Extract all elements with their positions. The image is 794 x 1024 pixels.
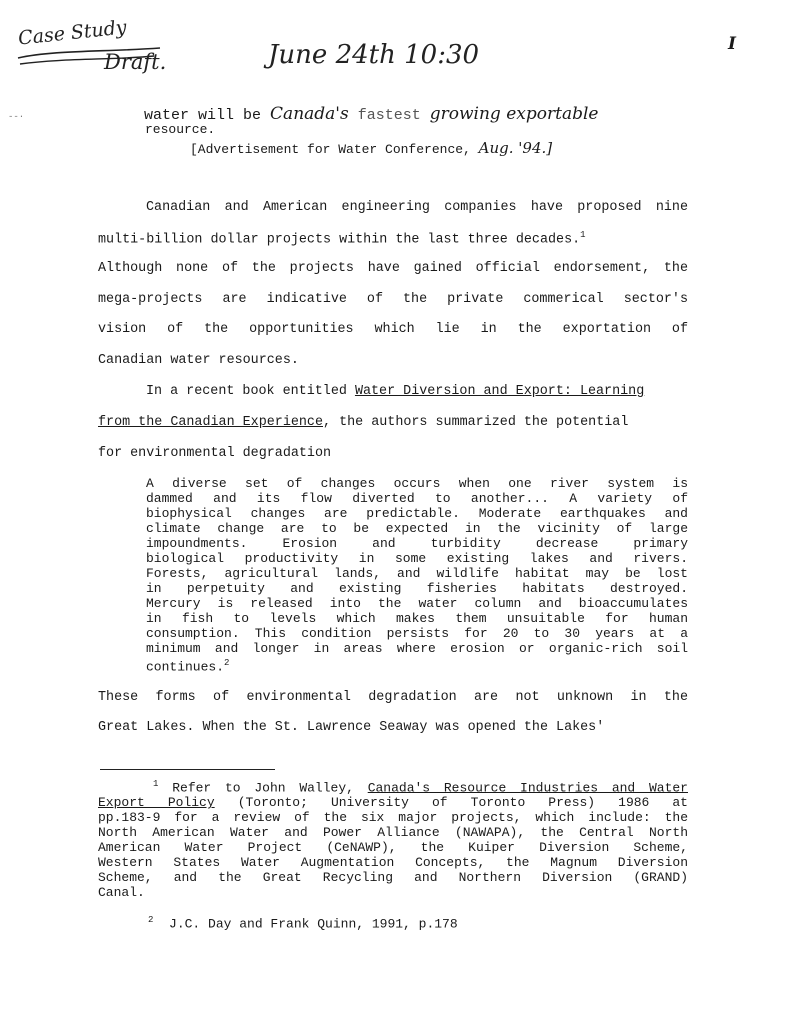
quote-line [146, 656, 688, 674]
title-line-2: resource. [145, 122, 216, 137]
para2-line [146, 384, 688, 399]
book-title: Water Diversion and Export: Learning [354, 384, 645, 399]
footnote-text: (Toronto; University of Toronto Press) 1986 at [214, 795, 688, 811]
quote-line: impoundments. Erosion and turbidity decrease primary [146, 536, 688, 551]
footnote-line: Western States Water Augmentation Concepts, the Magnum Diversion [98, 855, 688, 871]
footnote-book-title: Canada's Resource Industries and Water [367, 780, 688, 796]
footnote-line: Canal. [98, 885, 145, 901]
para2-line: for environmental degradation [98, 446, 332, 461]
para3-line: These forms of environmental degradation are not unknown in the [98, 690, 688, 705]
footnote-line: pp.183-9 for a review of the six major projects, which include: the [98, 810, 688, 826]
book-title: from the Canadian Experience [98, 415, 323, 430]
footnote-divider [100, 769, 275, 770]
quote-line: in fish to levels which makes them unsuitable for human [146, 611, 688, 626]
footnote-line: Scheme, and the Great Recycling and Northern Diversion (GRAND) [98, 870, 688, 886]
footnote-2 [148, 915, 458, 931]
quote-line: Forests, agricultural lands, and wildlife habitat may be lost [146, 566, 688, 581]
footnote-ref-2: 2 [224, 658, 230, 668]
quote-line: biophysical changes are predictable. Moderate earthquakes and [146, 506, 688, 521]
para2-line [98, 415, 688, 430]
quote-line: A diverse set of changes occurs when one river system is [146, 476, 688, 491]
footnote-line: North American Water and Power Alliance (NAWAPA), the Central North [98, 825, 688, 841]
quote-line: dammed and its flow diverted to another... A variety of [146, 491, 688, 506]
footnote-2-number: 2 [148, 915, 154, 925]
quote-line: biological productivity in some existing lakes and rivers. [146, 551, 688, 566]
title-line-3 [190, 139, 552, 157]
handwritten-page-mark: I [728, 34, 736, 54]
margin-mark: --· [8, 112, 25, 122]
handwritten-date-note: June 24th 10:30 [268, 40, 480, 70]
footnote-line [98, 795, 688, 810]
footnote-line [98, 777, 688, 795]
title-line-1 [144, 104, 598, 124]
footnote-text: J.C. Day and Frank Quinn, 1991, p.178 [169, 916, 458, 932]
footnote-ref-1: 1 [580, 230, 586, 240]
quote-line: minimum and longer in areas where erosion or organic-rich soil [146, 641, 688, 656]
footnote-1-number: 1 [153, 779, 159, 789]
handwritten-case-study-note: Case Study [17, 16, 128, 50]
para1-line: Canadian water resources. [98, 353, 299, 368]
para2-text: In a recent book entitled [146, 384, 347, 399]
quote-line: in perpetuity and existing fisheries habitats destroyed. [146, 581, 688, 596]
para1-line-text: multi-billion dollar projects within the last three decades. [98, 232, 581, 248]
handwritten-draft-note: Draft. [104, 50, 167, 74]
para1-line [98, 230, 688, 247]
title-hand-c: Aug. '94.] [478, 139, 553, 157]
para3-line: Great Lakes. When the St. Lawrence Seaway was opened the Lakes' [98, 720, 605, 735]
block-quote [146, 476, 688, 674]
footnote-book-title: Export Policy [98, 795, 215, 811]
quote-line: consumption. This condition persists for 20 to 30 years at a [146, 626, 688, 641]
para1-line: Although none of the projects have gained official endorsement, the [98, 261, 688, 276]
para1-line: Canadian and American engineering companies have proposed nine [146, 200, 688, 215]
para1-line: vision of the opportunities which lie in the exportation of [98, 322, 688, 337]
title-hand-a: Canada's [270, 104, 349, 124]
footnote-text: Refer to John Walley, [172, 780, 354, 796]
quote-line: Mercury is released into the water column and bioaccumulates [146, 596, 688, 611]
footnote-line: American Water Project (CeNAWP), the Kuiper Diversion Scheme, [98, 840, 688, 856]
quote-line: climate change are to be expected in the vicinity of large [146, 521, 688, 536]
para1-line: mega-projects are indicative of the private commerical sector's [98, 292, 688, 307]
quote-line-text: continues. [146, 659, 225, 675]
title-typed-b: fastest [357, 107, 421, 124]
footnote-1 [98, 777, 688, 900]
title-typed-a: water will be [144, 107, 262, 124]
para2-text: , the authors summarized the potential [323, 415, 629, 430]
title-hand-b: growing exportable [429, 104, 599, 124]
title-typed-c: [Advertisement for Water Conference, [190, 142, 471, 157]
